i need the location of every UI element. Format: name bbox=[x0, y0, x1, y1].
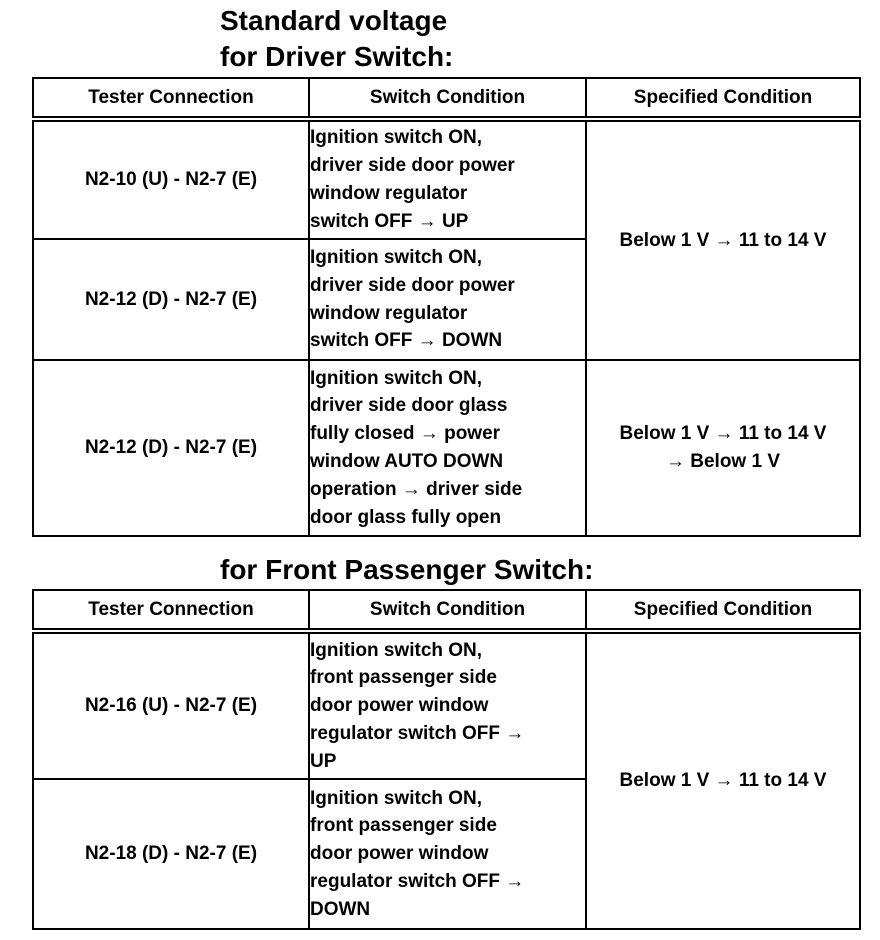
specified-condition-cell: Below 1 V → 11 to 14 V → Below 1 V bbox=[586, 360, 860, 536]
table-header-row bbox=[33, 590, 860, 631]
header-specified-condition: Specified Condition bbox=[586, 590, 860, 631]
tester-connection-cell: N2-12 (D) - N2-7 (E) bbox=[33, 239, 309, 360]
header-tester-connection: Tester Connection bbox=[33, 590, 309, 631]
switch-condition-cell: Ignition switch ON, driver side door power window regulator switch OFF → DOWN bbox=[309, 239, 586, 360]
tester-connection-cell: N2-18 (D) - N2-7 (E) bbox=[33, 779, 309, 929]
switch-condition-cell: Ignition switch ON, front passenger side door power window regulator switch OFF → DOWN bbox=[309, 779, 586, 929]
tester-connection-cell: N2-10 (U) - N2-7 (E) bbox=[33, 119, 309, 239]
table-row bbox=[33, 119, 860, 239]
title-driver-switch: for Driver Switch: bbox=[220, 41, 454, 72]
header-specified-condition: Specified Condition bbox=[586, 78, 860, 119]
tester-connection-cell: N2-16 (U) - N2-7 (E) bbox=[33, 631, 309, 779]
switch-condition-cell: Ignition switch ON, driver side door power window regulator switch OFF → UP bbox=[309, 119, 586, 239]
passenger-switch-table bbox=[32, 589, 861, 930]
title-front-passenger-switch: for Front Passenger Switch: bbox=[220, 554, 594, 585]
header-switch-condition: Switch Condition bbox=[309, 78, 586, 119]
table-row bbox=[33, 360, 860, 536]
switch-condition-cell: Ignition switch ON, driver side door glass fully closed → power window AUTO DOWN operation → driver side door glass fully open bbox=[309, 360, 586, 536]
table-row bbox=[33, 631, 860, 779]
tester-connection-cell: N2-12 (D) - N2-7 (E) bbox=[33, 360, 309, 536]
specified-condition-cell: Below 1 V → 11 to 14 V bbox=[586, 631, 860, 929]
table-header-row bbox=[33, 78, 860, 119]
specified-condition-cell: Below 1 V → 11 to 14 V bbox=[586, 119, 860, 360]
driver-switch-table bbox=[32, 77, 861, 537]
title-standard-voltage: Standard voltage bbox=[220, 5, 448, 36]
header-switch-condition: Switch Condition bbox=[309, 590, 586, 631]
header-tester-connection: Tester Connection bbox=[33, 78, 309, 119]
switch-condition-cell: Ignition switch ON, front passenger side door power window regulator switch OFF → UP bbox=[309, 631, 586, 779]
